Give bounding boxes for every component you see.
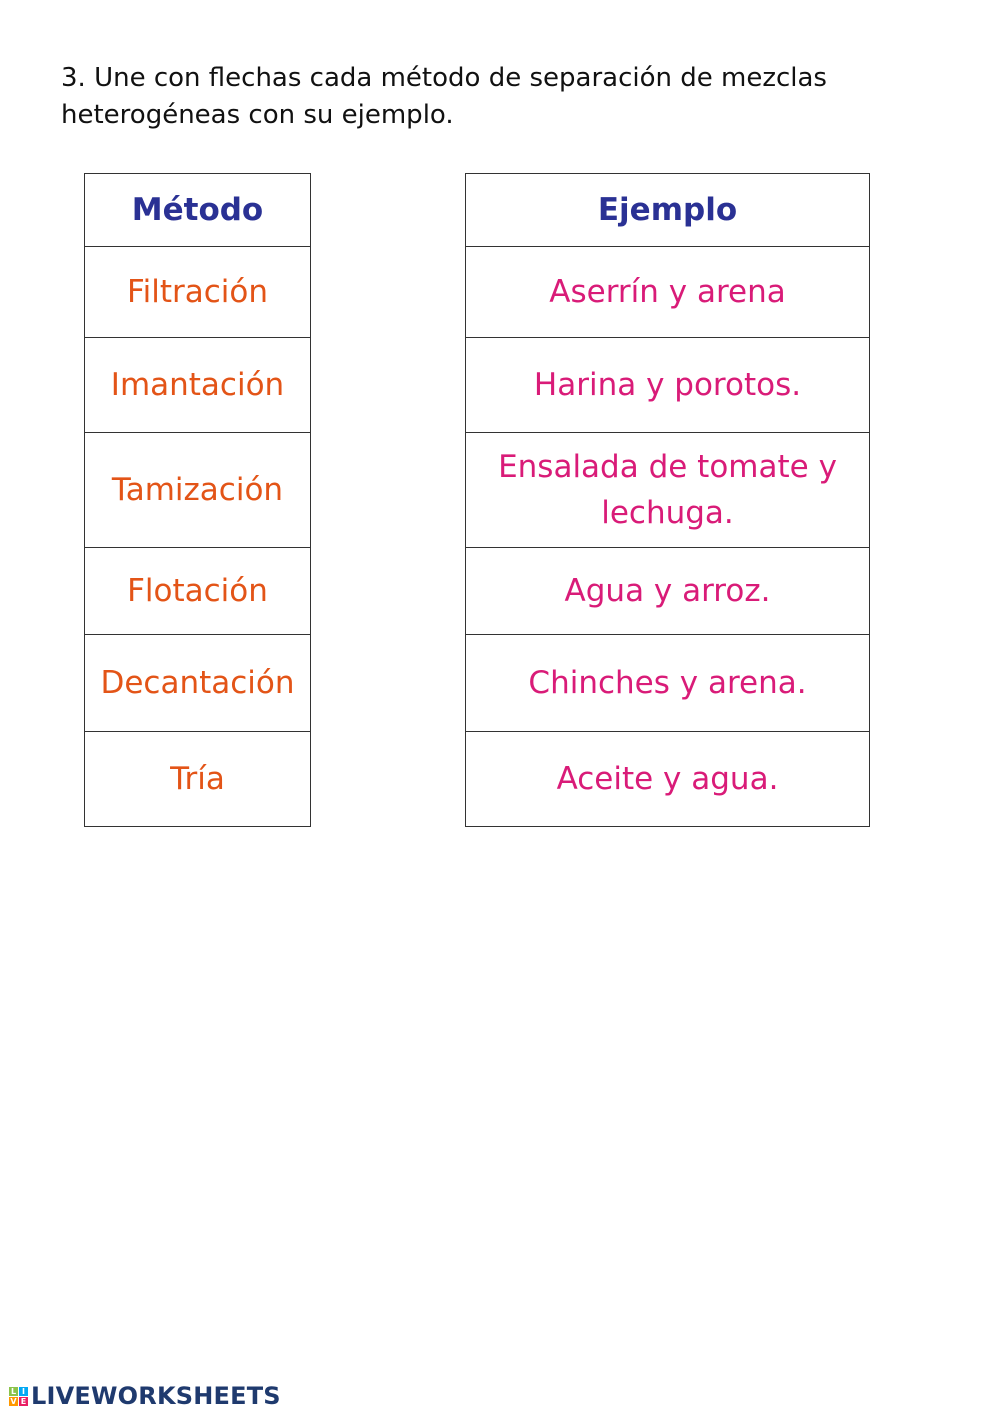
- instruction-line-1: 3. Une con flechas cada método de separación de mezclas: [61, 63, 827, 93]
- instruction-line-2: heterogéneas con su ejemplo.: [61, 100, 454, 130]
- logo-mark-letter: E: [20, 1396, 27, 1406]
- liveworksheets-logo: [9, 1381, 281, 1411]
- methods-header: Método: [85, 174, 311, 247]
- logo-mark-letter: V: [10, 1396, 17, 1406]
- method-cell[interactable]: Tamización: [85, 433, 311, 548]
- instruction-text: [61, 60, 921, 134]
- example-cell[interactable]: Aserrín y arena: [466, 247, 870, 338]
- method-cell[interactable]: Decantación: [85, 635, 311, 732]
- examples-header: Ejemplo: [466, 174, 870, 247]
- method-cell[interactable]: Tría: [85, 732, 311, 827]
- methods-table: [84, 173, 311, 827]
- example-cell[interactable]: Ensalada de tomate y lechuga.: [466, 433, 870, 548]
- method-cell[interactable]: Filtración: [85, 247, 311, 338]
- logo-mark-letter: I: [19, 1387, 28, 1396]
- method-cell[interactable]: Flotación: [85, 548, 311, 635]
- example-cell[interactable]: Harina y porotos.: [466, 338, 870, 433]
- logo-mark-letter: L: [10, 1386, 17, 1396]
- logo-text: LIVEWORKSHEETS: [31, 1382, 281, 1410]
- logo-mark-icon: [9, 1387, 28, 1406]
- example-cell[interactable]: Chinches y arena.: [466, 635, 870, 732]
- example-cell[interactable]: Aceite y agua.: [466, 732, 870, 827]
- example-cell[interactable]: Agua y arroz.: [466, 548, 870, 635]
- method-cell[interactable]: Imantación: [85, 338, 311, 433]
- examples-table: [465, 173, 870, 827]
